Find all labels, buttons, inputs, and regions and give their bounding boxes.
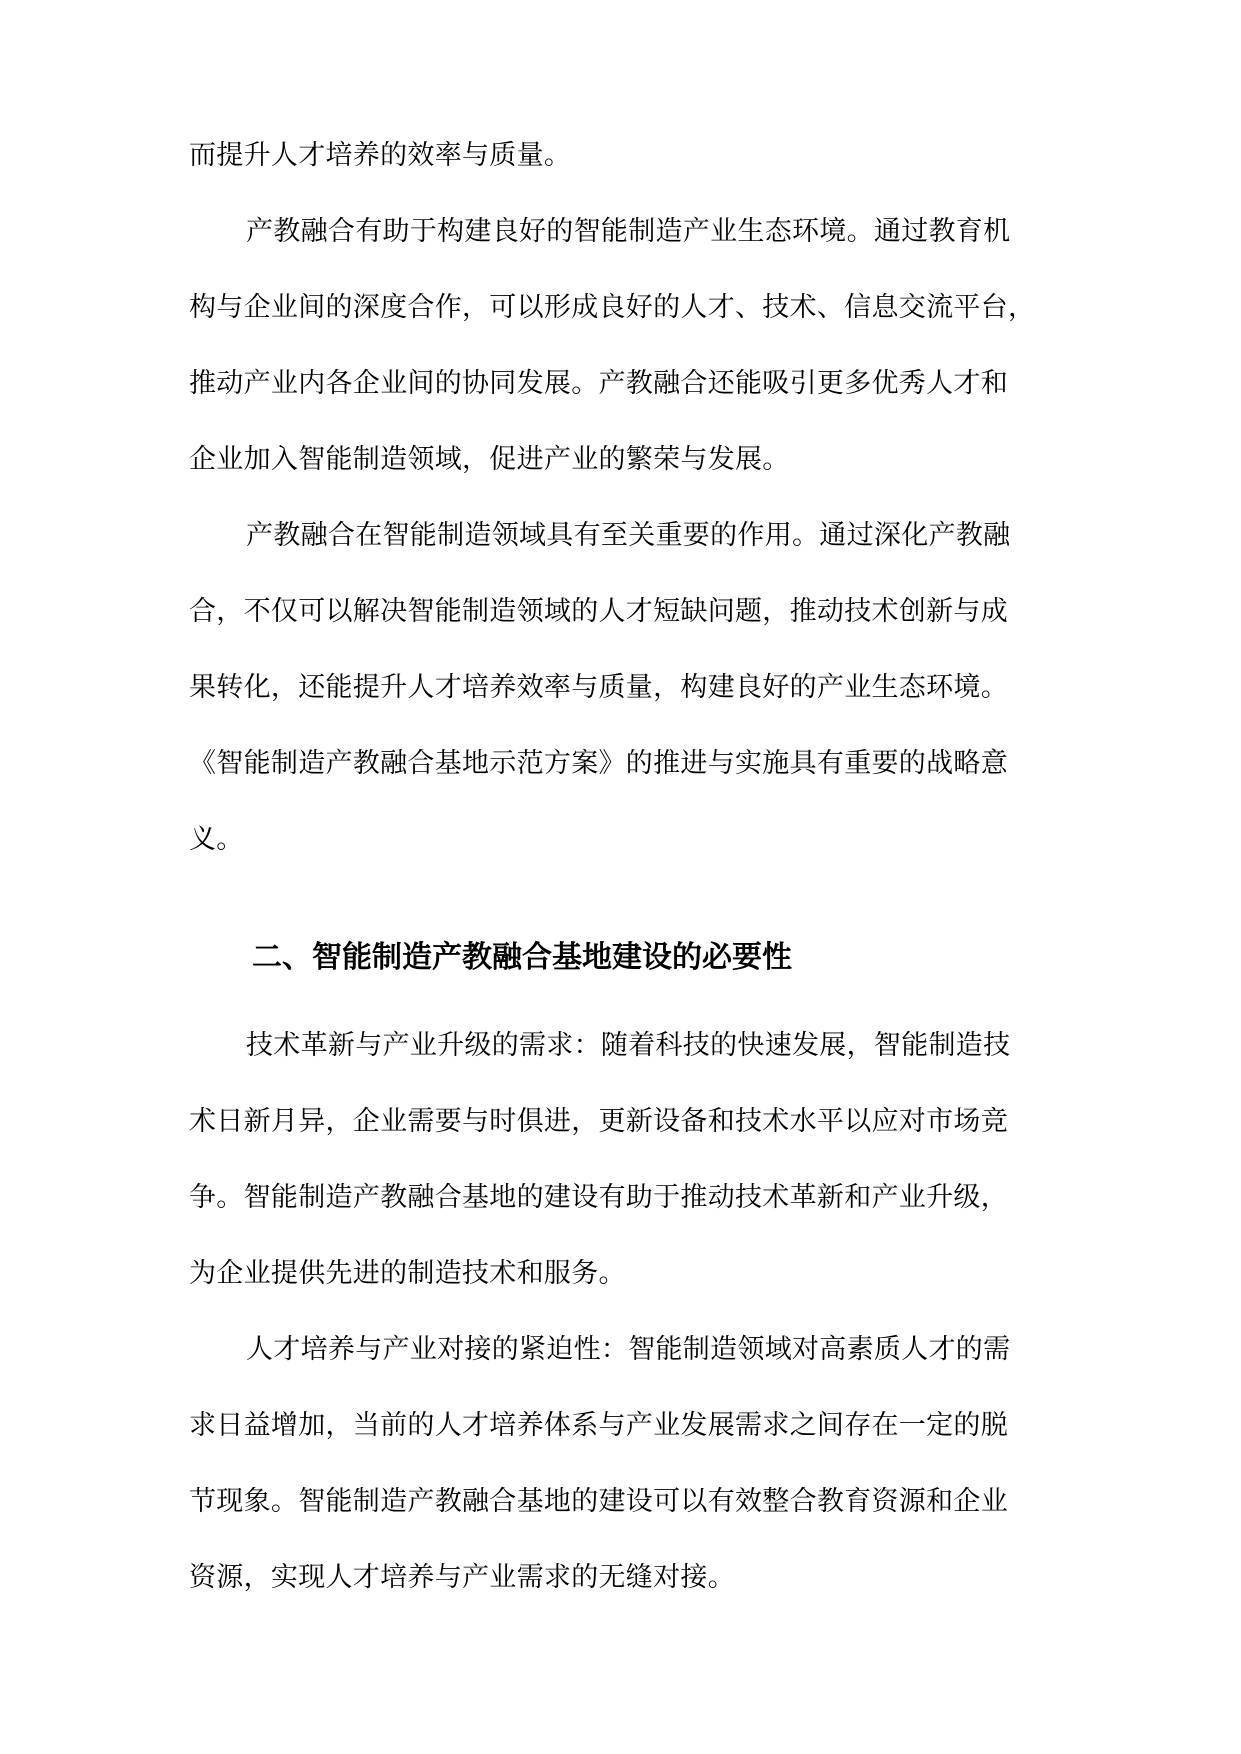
section-heading: 二、智能制造产教融合基地建设的必要性 xyxy=(252,940,792,975)
text-line: 义。 xyxy=(189,824,244,855)
text-line: 争。智能制造产教融合基地的建设有助于推动技术革新和产业升级， xyxy=(189,1182,1008,1213)
paragraph-start-line: 产教融合有助于构建良好的智能制造产业生态环境。通过教育机 xyxy=(246,216,1011,247)
text-line: 求日益增加，当前的人才培养体系与产业发展需求之间存在一定的脱 xyxy=(189,1410,1008,1441)
paragraph-start-line: 技术革新与产业升级的需求：随着科技的快速发展，智能制造技 xyxy=(246,1030,1011,1061)
text-line: 资源，实现人才培养与产业需求的无缝对接。 xyxy=(189,1562,735,1593)
text-line: 企业加入智能制造领域，促进产业的繁荣与发展。 xyxy=(189,444,790,475)
text-line: 果转化，还能提升人才培养效率与质量，构建良好的产业生态环境。 xyxy=(189,672,1008,703)
text-line: 术日新月异，企业需要与时俱进，更新设备和技术水平以应对市场竞 xyxy=(189,1106,1008,1137)
text-line: 构与企业间的深度合作，可以形成良好的人才、技术、信息交流平台， xyxy=(189,292,1036,323)
text-line: 为企业提供先进的制造技术和服务。 xyxy=(189,1258,626,1289)
text-line: 推动产业内各企业间的协同发展。产教融合还能吸引更多优秀人才和 xyxy=(189,368,1008,399)
text-line: 节现象。智能制造产教融合基地的建设可以有效整合教育资源和企业 xyxy=(189,1486,1008,1517)
text-line: 《智能制造产教融合基地示范方案》的推进与实施具有重要的战略意 xyxy=(189,748,1008,779)
body-text-block-2 xyxy=(189,1008,1069,1616)
text-line: 而提升人才培养的效率与质量。 xyxy=(189,140,572,171)
text-line: 合，不仅可以解决智能制造领域的人才短缺问题，推动技术创新与成 xyxy=(189,596,1008,627)
body-text-block-1 xyxy=(189,118,1069,878)
paragraph-start-line: 产教融合在智能制造领域具有至关重要的作用。通过深化产教融 xyxy=(246,520,1011,551)
paragraph-start-line: 人才培养与产业对接的紧迫性：智能制造领域对高素质人才的需 xyxy=(246,1334,1011,1365)
